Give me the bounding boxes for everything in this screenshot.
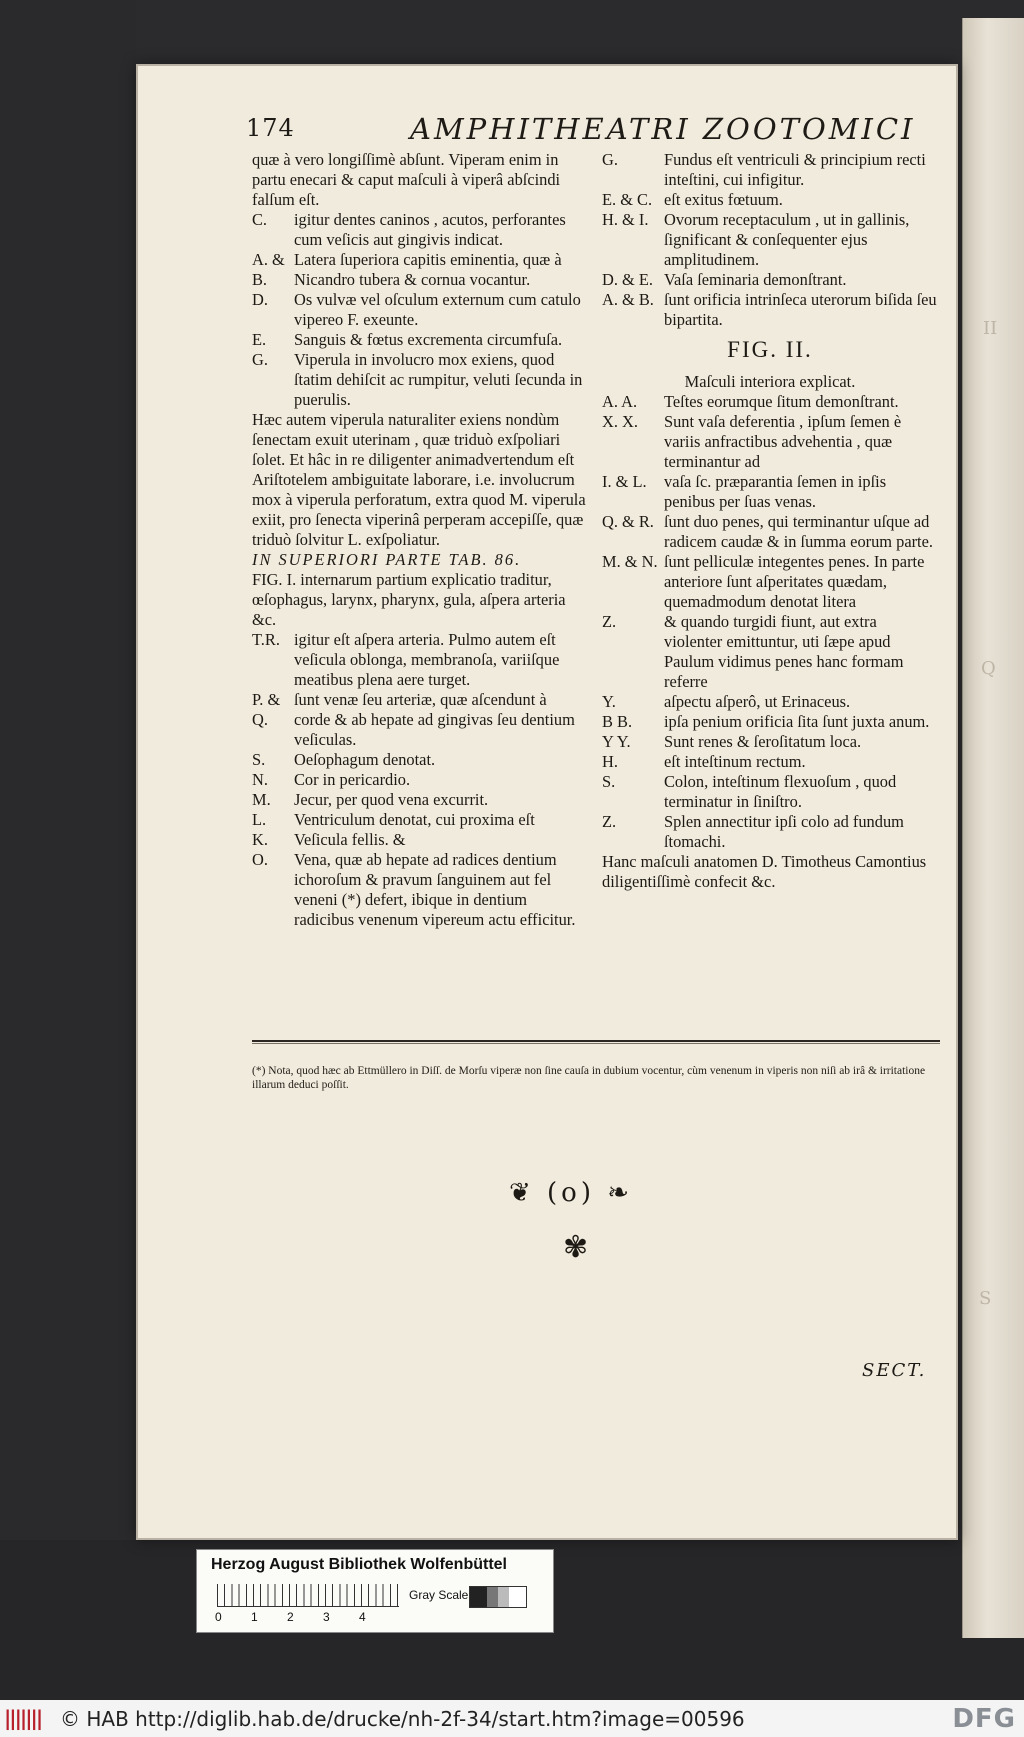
entry-label: P. & Q. [252,690,281,729]
legend-entry [602,210,938,270]
page-header [246,108,932,148]
legend-entry [602,472,938,512]
right-column [602,150,938,892]
entry-text: Ventriculum denotat, cui proxima eſt [294,810,535,829]
entry-label: Y Y. [602,732,631,751]
fig-two-heading: FIG. II. [727,337,813,362]
legend-entry [252,350,587,410]
legend-entry [252,690,587,750]
legend-entry [252,290,587,330]
edge-mark: Q [981,658,996,679]
legend-entry [602,290,938,330]
footnote-rule-thin [252,1043,940,1044]
legend-entry [252,770,587,790]
left-paragraph: Hæc autem viperula naturaliter exiens nondùm ſenectam exuit uterinam , quæ triduò exſpoliari ſolet. Et hâc in re diligenter animadvertendum eſt Ariſtotelem ambiguitate laborare, i.e. involucrum mox à viperula perforatum, extra quod M. viperula exiit, pro ſenecta viperinâ perperam accepiſſe, quæ triduò ſolvitur L. exſpoliatur. [252,410,586,549]
footer-bar [0,1700,1024,1737]
entry-text: Ovorum receptaculum , ut in gallinis, ſignificant & conſequenter ejus amplitudinem. [664,210,910,269]
ruler-number: 0 [215,1610,222,1624]
entry-label: O. [252,850,268,869]
fig-two-caption: Maſculi interiora explicat. [684,372,856,391]
entry-label: H. & I. [602,210,649,229]
entry-label: C. [252,210,268,229]
left-entries-bottom [252,630,587,930]
entry-text: ipſa penium orificia ſita ſunt juxta anum. [664,712,930,731]
legend-entry [602,712,938,732]
left-column [252,150,587,930]
printer-fleuron [481,1178,661,1208]
entry-label: T.R. [252,630,280,649]
legend-entry [602,190,938,210]
entry-text: ſunt venæ ſeu arteriæ, quæ aſcendunt à corde & ab hepate ad gingivas ſeu dentium veſiculas. [294,690,575,749]
entry-label: I. & L. [602,472,647,491]
entry-text: Oeſophagum denotat. [294,750,436,769]
entry-label: Q. & R. [602,512,654,531]
legend-entry [602,392,938,412]
fleuron-right-ornament-icon: ❧ [607,1178,634,1208]
entry-text: Colon, inteſtinum flexuoſum , quod terminatur in ſiniſtro. [664,772,897,811]
entry-text: vaſa ſc. præparantia ſemen in ipſis penibus per ſuas venas. [664,472,887,511]
hab-logo-icon: ||||||| [4,1706,42,1730]
library-title: Herzog August Bibliothek Wolfenbüttel [211,1556,507,1573]
fleuron-text: (o) [547,1178,595,1208]
entry-text: Veſicula fellis. & [294,830,406,849]
entry-text: Vena, quæ ab hepate ad radices dentium ichoroſum & pravum ſanguinem aut fel veneni (*) defert, ibique in dentium radicibus venenum vipereum actu efficitur. [294,850,576,929]
gray-scale-label: Gray Scale [409,1588,469,1602]
entry-label: X. X. [602,412,638,431]
running-title: AMPHITHEATRI ZOOTOMICI [410,112,916,146]
closing-line: Hanc maſculi anatomen D. Timotheus Camontius diligentiſſimè confecit &c. [602,852,927,891]
entry-label: S. [252,750,266,769]
entry-label: S. [602,772,616,791]
edge-mark: II [983,318,998,339]
legend-entry [252,830,587,850]
entry-label: Z. [602,612,617,631]
right-entries-top [602,150,938,330]
ruler-number: 4 [359,1610,366,1624]
entry-text: & quando turgidi fiunt, aut extra violenter emittuntur, uti ſæpe apud Paulum vidimus penes hanc formam referre [664,612,904,691]
entry-text: Teſtes eorumque ſitum demonſtrant. [664,392,899,411]
entry-label: M. [252,790,271,809]
ruler-number: 2 [287,1610,294,1624]
legend-entry [252,810,587,830]
legend-entry [602,772,938,812]
footnote: (*) Nota, quod hæc ab Ettmüllero in Diſſ. de Morſu viperæ non ſine cauſa in dubium vocentur, cùm venenum in viperis non niſi ab irâ & irritatione illarum deduci poſſit. [252,1065,926,1091]
entry-label: N. [252,770,268,789]
next-page-edge [962,18,1024,1638]
entry-text: Viperula in involucro mox exiens, quod ſtatim dehiſcit ac rumpitur, veluti ſecunda in puerulis. [294,350,583,409]
legend-entry [252,790,587,810]
entry-label: B B. [602,712,633,731]
scale-ruler [217,1584,399,1607]
floral-ornament-icon: ✾ [563,1230,589,1265]
fleuron-left-ornament-icon: ❦ [508,1178,535,1208]
legend-entry [602,150,938,190]
entry-text: eſt inteſtinum rectum. [664,752,806,771]
legend-entry [602,412,938,472]
entry-label: H. [602,752,618,771]
legend-entry [602,752,938,772]
entry-label: L. [252,810,267,829]
right-entries-bottom [602,392,938,852]
dfg-logo: DFG [952,1704,1016,1734]
entry-text: ſunt duo penes, qui terminantur uſque ad radicem caudæ & in ſumma eorum parte. [664,512,933,551]
entry-label: Z. [602,812,617,831]
book-page [136,64,958,1540]
legend-entry [252,330,587,350]
legend-entry [252,210,587,250]
ruler-number: 1 [251,1610,258,1624]
entry-text: Fundus eſt ventriculi & principium recti inteſtini, cui infigitur. [664,150,926,189]
entry-label: M. & N. [602,552,658,571]
entry-text: igitur dentes caninos , acutos, perforantes cum veſicis aut gingivis indicat. [294,210,566,249]
legend-entry [602,732,938,752]
entry-text: aſpectu aſperô, ut Erinaceus. [664,692,851,711]
entry-text: Os vulvæ vel oſculum externum cum catulo vipereo F. exeunte. [294,290,581,329]
entry-label: D. [252,290,268,309]
legend-entry [252,850,587,930]
entry-label: A. & B. [252,250,285,289]
fig-one-line: FIG. I. internarum partium explicatio traditur, œſophagus, larynx, pharynx, gula, aſpera arteria &c. [252,570,566,629]
entry-label: K. [252,830,268,849]
entry-text: Vaſa ſeminaria demonſtrant. [664,270,847,289]
legend-entry [602,612,938,692]
catchword: SECT. [862,1360,927,1381]
edge-mark: S [979,1288,992,1309]
entry-text: eſt exitus fœtuum. [664,190,783,209]
entry-text: Latera ſuperiora capitis eminentia, quæ à Nicandro tubera & cornua vocantur. [294,250,562,289]
legend-entry [602,692,938,712]
entry-label: G. [252,350,268,369]
ruler-number: 3 [323,1610,330,1624]
entry-text: Sanguis & fœtus excrementa circumfuſa. [294,330,563,349]
page-number: 174 [246,114,295,142]
entry-label: E. & C. [602,190,653,209]
footnote-rule [252,1040,940,1042]
entry-text: Sunt renes & ſeroſitatum loca. [664,732,862,751]
scanner-background-left [0,0,136,1700]
legend-entry [252,750,587,770]
library-label [196,1549,554,1633]
left-entries-top [252,210,587,410]
legend-entry [252,250,587,290]
left-intro: quæ à vero longiſſimè abſunt. Viperam enim in partu enecari & caput maſculi à viperâ abſcindi falſum eſt. [252,150,561,209]
entry-label: D. & E. [602,270,653,289]
section-subheading: IN SUPERIORI PARTE TAB. 86. [252,550,522,569]
entry-text: ſunt orificia intrinſeca uterorum biſida ſeu bipartita. [664,290,937,329]
entry-text: Splen annectitur ipſi colo ad fundum ſtomachi. [664,812,904,851]
entry-text: ſunt pelliculæ integentes penes. In parte anteriore ſunt aſperitates quædam, quemadmodum denotat litera [664,552,925,611]
legend-entry [602,552,938,612]
legend-entry [602,812,938,852]
copyright-url[interactable]: © HAB http://diglib.hab.de/drucke/nh-2f-34/start.htm?image=00596 [60,1707,745,1731]
entry-label: A. A. [602,392,638,411]
entry-text: Cor in pericardio. [294,770,411,789]
entry-label: A. & B. [602,290,654,309]
legend-entry [602,270,938,290]
entry-label: Y. [602,692,616,711]
gray-scale-swatch [469,1586,527,1608]
legend-entry [602,512,938,552]
legend-entry [252,630,587,690]
entry-text: Sunt vaſa deferentia , ipſum ſemen è variis anfractibus advehentia , quæ terminantur ad [664,412,902,471]
entry-text: Jecur, per quod vena excurrit. [294,790,489,809]
entry-label: G. [602,150,618,169]
entry-text: igitur eſt aſpera arteria. Pulmo autem eſt veſicula oblonga, membranoſa, variiſque meatibus plena aere turget. [294,630,560,689]
entry-label: E. [252,330,267,349]
